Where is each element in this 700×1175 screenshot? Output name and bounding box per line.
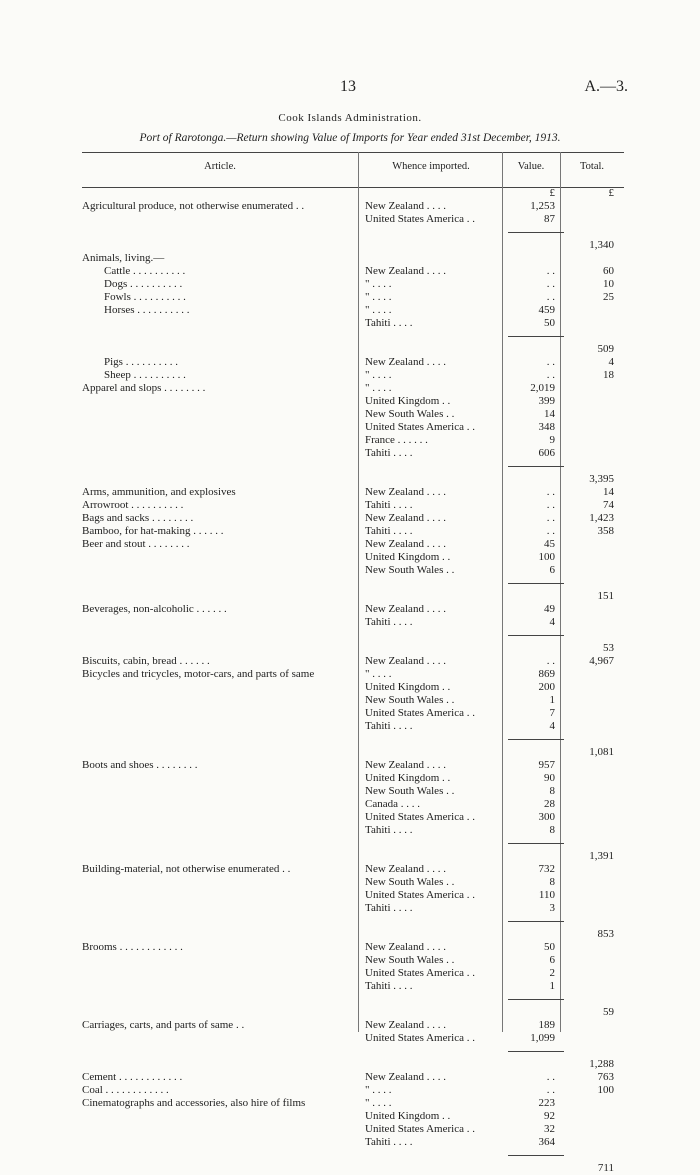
value-cell: . . — [546, 278, 555, 290]
table-row — [82, 863, 624, 876]
table-row — [82, 642, 624, 655]
subtotal-rule — [508, 1051, 564, 1052]
table-row — [82, 850, 624, 863]
origin-cell: New Zealand . . . . — [365, 200, 446, 212]
table-row — [82, 395, 624, 408]
article-cell: Bags and sacks . . . . . . . . — [82, 512, 194, 524]
value-cell: 399 — [538, 395, 555, 407]
table-row — [82, 954, 624, 967]
table-row — [82, 447, 624, 460]
table-header — [82, 152, 624, 188]
origin-cell: New Zealand . . . . — [365, 759, 446, 771]
value-cell: . . — [546, 525, 555, 537]
total-cell: 14 — [603, 486, 614, 498]
table-row — [82, 564, 624, 577]
article-cell: Dogs . . . . . . . . . . — [104, 278, 183, 290]
total-cell: 853 — [597, 928, 614, 940]
origin-cell: Tahiti . . . . — [365, 447, 413, 459]
table-row — [82, 278, 624, 291]
document-reference: A.—3. — [584, 78, 628, 95]
origin-cell: United States America . . — [365, 967, 475, 979]
origin-cell: United Kingdom . . — [365, 551, 451, 563]
table-row — [82, 1084, 624, 1097]
table-row — [82, 538, 624, 551]
origin-cell: New South Wales . . — [365, 564, 455, 576]
total-cell: 1,423 — [589, 512, 614, 524]
value-cell: 49 — [544, 603, 555, 615]
table-row — [82, 928, 624, 941]
origin-cell: United States America . . — [365, 811, 475, 823]
value-cell: 14 — [544, 408, 555, 420]
origin-cell: New Zealand . . . . — [365, 486, 446, 498]
value-cell: £ — [549, 187, 555, 199]
value-cell: . . — [546, 356, 555, 368]
total-cell: 18 — [603, 369, 614, 381]
article-cell: Apparel and slops . . . . . . . . — [82, 382, 206, 394]
origin-cell: United States America . . — [365, 1123, 475, 1135]
table-row — [82, 603, 624, 616]
subtotal-rule — [508, 232, 564, 233]
origin-cell: Tahiti . . . . — [365, 980, 413, 992]
table-row — [82, 837, 624, 850]
origin-cell: New South Wales . . — [365, 876, 455, 888]
value-cell: 45 — [544, 538, 555, 550]
value-cell: 869 — [538, 668, 555, 680]
article-cell: Animals, living.— — [82, 252, 165, 264]
value-cell: 9 — [549, 434, 555, 446]
table-row — [82, 980, 624, 993]
table-row — [82, 382, 624, 395]
value-cell: . . — [546, 655, 555, 667]
value-cell: 4 — [549, 616, 555, 628]
total-cell: 59 — [603, 1006, 614, 1018]
table-row — [82, 720, 624, 733]
subtotal-rule — [508, 336, 564, 337]
value-cell: 1,099 — [530, 1032, 555, 1044]
origin-cell: New South Wales . . — [365, 408, 455, 420]
article-cell: Coal . . . . . . . . . . . . — [82, 1084, 169, 1096]
value-cell: . . — [546, 265, 555, 277]
origin-cell: Tahiti . . . . — [365, 824, 413, 836]
table-row — [82, 1032, 624, 1045]
table-row — [82, 1019, 624, 1032]
article-cell: Agricultural produce, not otherwise enumerated . . — [82, 200, 305, 212]
column-header-whence: Whence imported. — [392, 161, 470, 172]
table-row — [82, 811, 624, 824]
total-cell: 3,395 — [589, 473, 614, 485]
value-cell: . . — [546, 291, 555, 303]
table-row — [82, 512, 624, 525]
table-row — [82, 785, 624, 798]
value-cell: 8 — [549, 824, 555, 836]
origin-cell: United Kingdom . . — [365, 772, 451, 784]
value-cell: 223 — [538, 1097, 555, 1109]
article-cell: Beer and stout . . . . . . . . — [82, 538, 190, 550]
value-cell: 1 — [549, 980, 555, 992]
value-cell: 87 — [544, 213, 555, 225]
table-row — [82, 486, 624, 499]
table-row — [82, 941, 624, 954]
value-cell: 1,253 — [530, 200, 555, 212]
origin-cell: Tahiti . . . . — [365, 525, 413, 537]
value-cell: . . — [546, 369, 555, 381]
table-row — [82, 694, 624, 707]
total-cell: 4 — [608, 356, 614, 368]
value-cell: . . — [546, 486, 555, 498]
table-row — [82, 434, 624, 447]
total-cell: 10 — [603, 278, 614, 290]
value-cell: 957 — [538, 759, 555, 771]
value-cell: 32 — [544, 1123, 555, 1135]
table-row — [82, 1071, 624, 1084]
imports-table — [82, 187, 624, 1175]
origin-cell: " . . . . — [365, 668, 392, 680]
table-row — [82, 707, 624, 720]
article-cell: Carriages, carts, and parts of same . . — [82, 1019, 245, 1031]
origin-cell: France . . . . . . — [365, 434, 428, 446]
column-header-value: Value. — [517, 161, 545, 172]
article-cell: Arms, ammunition, and explosives — [82, 486, 236, 498]
origin-cell: New Zealand . . . . — [365, 863, 446, 875]
value-cell: 364 — [538, 1136, 555, 1148]
value-cell: 92 — [544, 1110, 555, 1122]
table-row — [82, 239, 624, 252]
origin-cell: " . . . . — [365, 382, 392, 394]
table-row — [82, 460, 624, 473]
total-cell: 1,391 — [589, 850, 614, 862]
value-cell: . . — [546, 1084, 555, 1096]
subtotal-rule — [508, 1155, 564, 1156]
value-cell: 6 — [549, 954, 555, 966]
origin-cell: Tahiti . . . . — [365, 317, 413, 329]
value-cell: 732 — [538, 863, 555, 875]
origin-cell: New Zealand . . . . — [365, 1019, 446, 1031]
origin-cell: United States America . . — [365, 421, 475, 433]
origin-cell: Tahiti . . . . — [365, 616, 413, 628]
origin-cell: United States America . . — [365, 707, 475, 719]
table-row — [82, 265, 624, 278]
table-row — [82, 681, 624, 694]
origin-cell: New Zealand . . . . — [365, 1071, 446, 1083]
table-row — [82, 1123, 624, 1136]
table-row — [82, 902, 624, 915]
article-cell: Building-material, not otherwise enumerated . . — [82, 863, 291, 875]
table-row — [82, 759, 624, 772]
table-row — [82, 1136, 624, 1149]
origin-cell: Canada . . . . — [365, 798, 420, 810]
table-row — [82, 1149, 624, 1162]
column-header-article: Article. — [204, 161, 236, 172]
document-title: Cook Islands Administration. — [278, 112, 422, 124]
total-cell: 711 — [597, 1162, 614, 1174]
value-cell: 6 — [549, 564, 555, 576]
total-cell: 25 — [603, 291, 614, 303]
origin-cell: New Zealand . . . . — [365, 941, 446, 953]
table-row — [82, 889, 624, 902]
subtotal-rule — [508, 843, 564, 844]
subtotal-rule — [508, 921, 564, 922]
table-row — [82, 876, 624, 889]
table-row — [82, 226, 624, 239]
value-cell: 90 — [544, 772, 555, 784]
value-cell: 50 — [544, 317, 555, 329]
subtotal-rule — [508, 466, 564, 467]
total-cell: 53 — [603, 642, 614, 654]
article-cell: Cinematographs and accessories, also hire of films — [82, 1097, 306, 1109]
origin-cell: " . . . . — [365, 369, 392, 381]
value-cell: . . — [546, 499, 555, 511]
table-row — [82, 252, 624, 265]
table-row — [82, 1006, 624, 1019]
total-cell: 60 — [603, 265, 614, 277]
table-row — [82, 187, 624, 200]
value-cell: 300 — [538, 811, 555, 823]
subtotal-rule — [508, 739, 564, 740]
article-cell: Pigs . . . . . . . . . . — [104, 356, 178, 368]
value-cell: 2 — [549, 967, 555, 979]
table-row — [82, 967, 624, 980]
table-row — [82, 356, 624, 369]
table-row — [82, 304, 624, 317]
table-row — [82, 655, 624, 668]
subtotal-rule — [508, 999, 564, 1000]
table-row — [82, 915, 624, 928]
total-cell: 4,967 — [589, 655, 614, 667]
value-cell: 110 — [538, 889, 555, 901]
total-cell: 100 — [597, 1084, 614, 1096]
origin-cell: New Zealand . . . . — [365, 512, 446, 524]
origin-cell: New South Wales . . — [365, 785, 455, 797]
origin-cell: " . . . . — [365, 278, 392, 290]
origin-cell: United Kingdom . . — [365, 681, 451, 693]
origin-cell: " . . . . — [365, 1097, 392, 1109]
article-cell: Sheep . . . . . . . . . . — [104, 369, 186, 381]
article-cell: Beverages, non-alcoholic . . . . . . — [82, 603, 227, 615]
value-cell: 8 — [549, 876, 555, 888]
value-cell: 100 — [538, 551, 555, 563]
article-cell: Bamboo, for hat-making . . . . . . — [82, 525, 224, 537]
table-row — [82, 317, 624, 330]
table-row — [82, 330, 624, 343]
table-row — [82, 200, 624, 213]
value-cell: 8 — [549, 785, 555, 797]
origin-cell: United States America . . — [365, 213, 475, 225]
value-cell: . . — [546, 1071, 555, 1083]
article-cell: Boots and shoes . . . . . . . . — [82, 759, 198, 771]
value-cell: 1 — [549, 694, 555, 706]
table-row — [82, 590, 624, 603]
table-row — [82, 291, 624, 304]
column-header-total: Total. — [579, 161, 605, 172]
origin-cell: Tahiti . . . . — [365, 1136, 413, 1148]
origin-cell: United Kingdom . . — [365, 1110, 451, 1122]
origin-cell: Tahiti . . . . — [365, 499, 413, 511]
page-number: 13 — [340, 78, 356, 95]
article-cell: Arrowroot . . . . . . . . . . — [82, 499, 184, 511]
value-cell: 7 — [549, 707, 555, 719]
article-cell: Brooms . . . . . . . . . . . . — [82, 941, 183, 953]
table-row — [82, 525, 624, 538]
article-cell: Bicycles and tricycles, motor-cars, and parts of same — [82, 668, 315, 680]
table-row — [82, 993, 624, 1006]
origin-cell: New Zealand . . . . — [365, 655, 446, 667]
table-row — [82, 343, 624, 356]
article-cell: Fowls . . . . . . . . . . — [104, 291, 186, 303]
value-cell: 4 — [549, 720, 555, 732]
value-cell: 189 — [538, 1019, 555, 1031]
origin-cell: Tahiti . . . . — [365, 720, 413, 732]
article-cell: Cattle . . . . . . . . . . — [104, 265, 186, 277]
total-cell: 151 — [597, 590, 614, 602]
value-cell: 3 — [549, 902, 555, 914]
table-row — [82, 824, 624, 837]
table-row — [82, 1097, 624, 1110]
total-cell: 74 — [603, 499, 614, 511]
total-cell: 1,340 — [589, 239, 614, 251]
value-cell: 2,019 — [530, 382, 555, 394]
origin-cell: " . . . . — [365, 1084, 392, 1096]
total-cell: £ — [608, 187, 614, 199]
value-cell: 50 — [544, 941, 555, 953]
value-cell: 459 — [538, 304, 555, 316]
value-cell: 348 — [538, 421, 555, 433]
table-row — [82, 616, 624, 629]
table-row — [82, 1162, 624, 1175]
value-cell: 28 — [544, 798, 555, 810]
article-cell: Biscuits, cabin, bread . . . . . . — [82, 655, 210, 667]
origin-cell: New South Wales . . — [365, 694, 455, 706]
subtotal-rule — [508, 583, 564, 584]
origin-cell: New Zealand . . . . — [365, 356, 446, 368]
value-cell: . . — [546, 512, 555, 524]
table-row — [82, 577, 624, 590]
table-row — [82, 421, 624, 434]
total-cell: 358 — [597, 525, 614, 537]
origin-cell: New South Wales . . — [365, 954, 455, 966]
origin-cell: United Kingdom . . — [365, 395, 451, 407]
total-cell: 763 — [597, 1071, 614, 1083]
origin-cell: New Zealand . . . . — [365, 265, 446, 277]
origin-cell: United States America . . — [365, 889, 475, 901]
total-cell: 509 — [597, 343, 614, 355]
article-cell: Cement . . . . . . . . . . . . — [82, 1071, 183, 1083]
table-row — [82, 733, 624, 746]
table-row — [82, 1110, 624, 1123]
table-row — [82, 213, 624, 226]
subtotal-rule — [508, 635, 564, 636]
table-row — [82, 746, 624, 759]
total-cell: 1,081 — [589, 746, 614, 758]
table-row — [82, 772, 624, 785]
table-row — [82, 1045, 624, 1058]
table-row — [82, 408, 624, 421]
table-row — [82, 369, 624, 382]
total-cell: 1,288 — [589, 1058, 614, 1070]
origin-cell: United States America . . — [365, 1032, 475, 1044]
origin-cell: New Zealand . . . . — [365, 603, 446, 615]
value-cell: 606 — [538, 447, 555, 459]
table-row — [82, 473, 624, 486]
table-row — [82, 551, 624, 564]
table-row — [82, 798, 624, 811]
document-subtitle: Port of Rarotonga.—Return showing Value of Imports for Year ended 31st December, 1913. — [139, 132, 561, 144]
table-row — [82, 1058, 624, 1071]
table-row — [82, 499, 624, 512]
value-cell: 200 — [538, 681, 555, 693]
origin-cell: " . . . . — [365, 304, 392, 316]
article-cell: Horses . . . . . . . . . . — [104, 304, 190, 316]
origin-cell: New Zealand . . . . — [365, 538, 446, 550]
origin-cell: Tahiti . . . . — [365, 902, 413, 914]
table-row — [82, 629, 624, 642]
table-row — [82, 668, 624, 681]
origin-cell: " . . . . — [365, 291, 392, 303]
